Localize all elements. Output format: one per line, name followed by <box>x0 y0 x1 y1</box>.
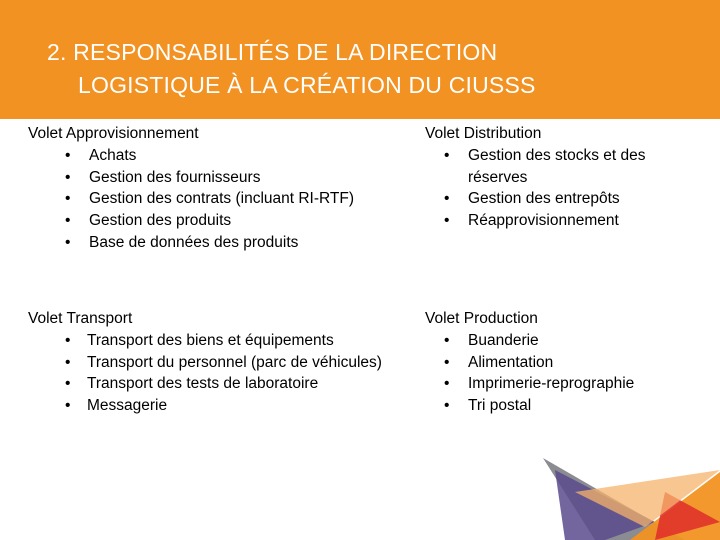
list-item-text: Transport du personnel (parc de véhicules) <box>87 353 382 371</box>
list-item-text: Imprimerie-reprographie <box>468 375 635 393</box>
list-item-text: Réapprovisionnement <box>468 212 619 230</box>
section-transport <box>28 308 398 417</box>
list-item-text: Transport des tests de laboratoire <box>87 375 319 393</box>
section-heading: Volet Approvisionnement <box>28 125 199 142</box>
slide-title-line-2: LOGISTIQUE À LA CRÉATION DU CIUSSS <box>78 72 536 98</box>
section-heading: Volet Distribution <box>425 125 542 142</box>
list-item-text: Base de données des produits <box>89 233 299 251</box>
bullet-list <box>28 145 408 254</box>
bullet-icon: • <box>65 212 71 230</box>
list-item-text: Transport des biens et équipements <box>87 331 334 349</box>
bullet-icon: • <box>444 146 450 164</box>
list-item <box>425 330 695 352</box>
bullet-icon: • <box>444 331 450 349</box>
list-item <box>425 145 665 189</box>
bullet-icon: • <box>65 397 71 415</box>
list-item <box>28 352 398 374</box>
title-banner <box>0 0 720 119</box>
list-item-text: Gestion des produits <box>89 212 232 230</box>
bullet-icon: • <box>65 353 71 371</box>
section-heading: Volet Transport <box>28 310 133 327</box>
section-approvisionnement <box>28 123 408 254</box>
bullet-icon: • <box>444 212 450 230</box>
list-item <box>28 232 408 254</box>
slide-title-line-1: 2. RESPONSABILITÉS DE LA DIRECTION <box>47 39 498 65</box>
list-item <box>425 188 665 210</box>
list-item <box>425 395 695 417</box>
list-item <box>28 188 408 210</box>
section-heading: Volet Production <box>425 310 538 327</box>
bullet-icon: • <box>65 375 71 393</box>
list-item <box>425 210 665 232</box>
bullet-icon: • <box>444 397 450 415</box>
bullet-icon: • <box>444 190 450 208</box>
list-item-text: Buanderie <box>468 331 539 349</box>
bullet-icon: • <box>444 353 450 371</box>
list-item <box>425 373 695 395</box>
list-item-text: Achats <box>89 146 137 164</box>
list-item <box>28 167 408 189</box>
list-item <box>425 352 695 374</box>
list-item <box>28 330 398 352</box>
slide-title <box>47 36 536 102</box>
list-item-text: Gestion des entrepôts <box>468 190 620 208</box>
bullet-icon: • <box>65 233 71 251</box>
list-item-text: Tri postal <box>468 397 532 415</box>
section-distribution <box>425 123 665 232</box>
list-item-text: Gestion des fournisseurs <box>89 168 261 186</box>
bullet-list <box>425 145 665 232</box>
list-item-text: Gestion des stocks et des réserves <box>468 146 646 186</box>
list-item <box>28 395 398 417</box>
bullet-list <box>28 330 398 417</box>
section-production <box>425 308 695 417</box>
bullet-list <box>425 330 695 417</box>
list-item <box>28 210 408 232</box>
list-item-text: Alimentation <box>468 353 554 371</box>
list-item-text: Messagerie <box>87 397 168 415</box>
bullet-icon: • <box>65 331 71 349</box>
list-item-text: Gestion des contrats (incluant RI-RTF) <box>89 190 355 208</box>
bullet-icon: • <box>444 375 450 393</box>
bullet-icon: • <box>65 146 71 164</box>
list-item <box>28 145 408 167</box>
bullet-icon: • <box>65 168 71 186</box>
list-item <box>28 373 398 395</box>
logo-shapes-icon <box>535 452 720 540</box>
bullet-icon: • <box>65 190 71 208</box>
